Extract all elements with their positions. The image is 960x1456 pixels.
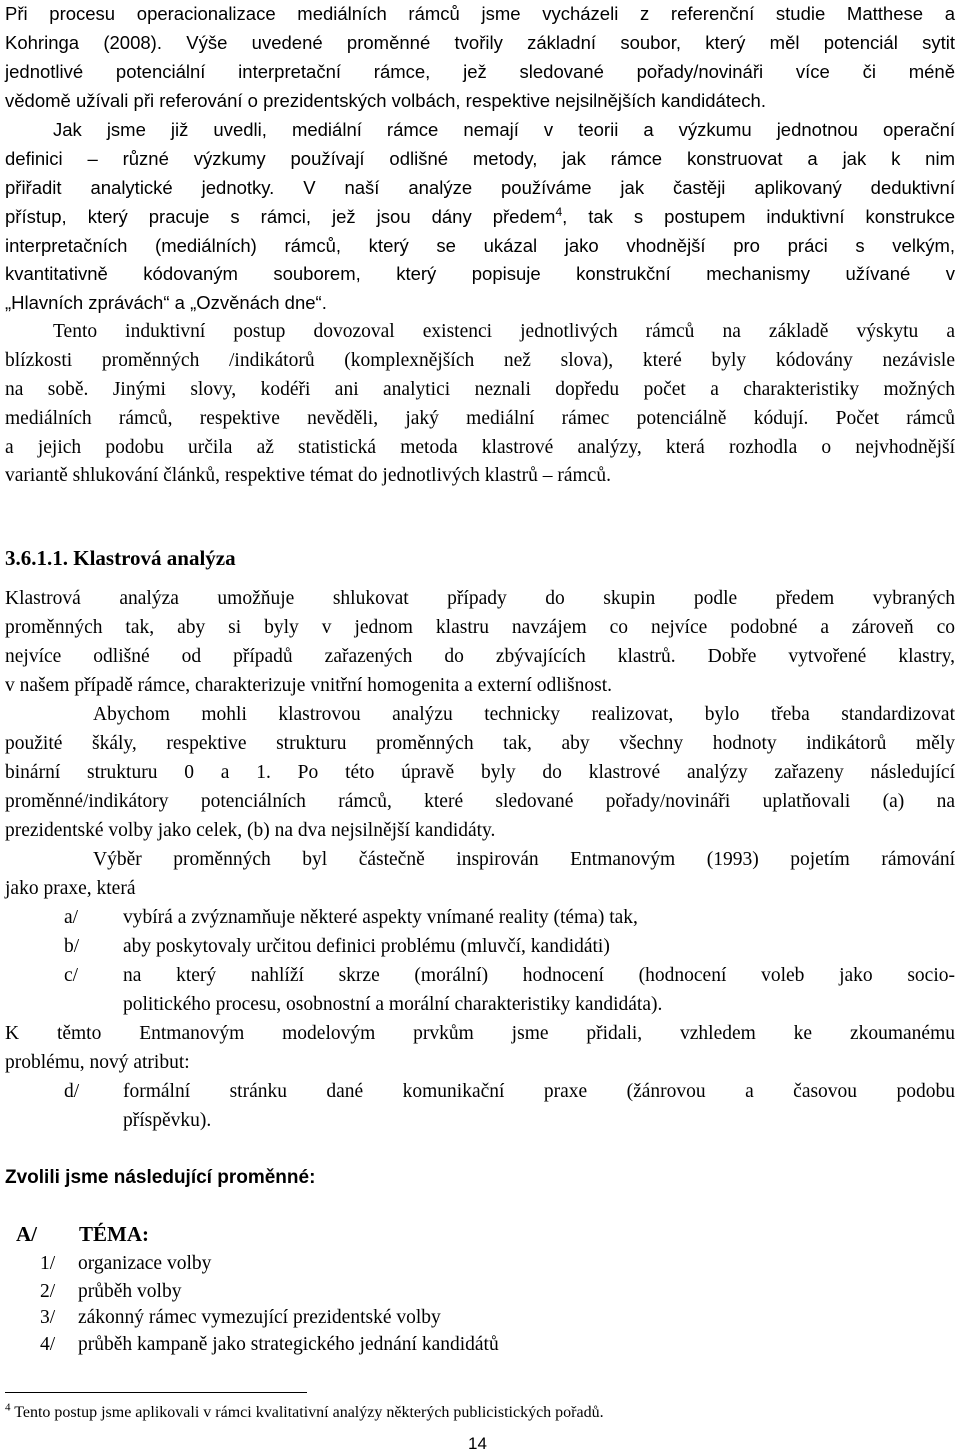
text-line: definici – různé výzkumy používají odlišné metody, jak rámce konstruovat a jak k nim — [5, 147, 955, 169]
paragraph-operationalization — [5, 0, 955, 116]
variables-heading: Zvolili jsme následující proměnné: — [5, 1167, 316, 1188]
text-line: Jak jsme již uvedli, mediální rámce nemají v teorii a výzkumu jednotnou operační — [53, 119, 955, 140]
section-a-label: A/ — [16, 1222, 37, 1246]
text-line: jako praxe, která — [5, 877, 136, 899]
text-line: na který nahlíží skrze (morální) hodnocení (hodnocení voleb jako socio- — [123, 965, 955, 986]
text-line: vybírá a zvýznamňuje některé aspekty vnímané reality (téma) tak, — [123, 907, 638, 928]
text-line: aby poskytovaly určitou definici problému (mluvčí, kandidáti) — [123, 936, 610, 957]
text-line — [5, 203, 955, 232]
footnote-separator — [5, 1392, 307, 1393]
footnote — [5, 1401, 604, 1422]
text-line: jednotlivé potenciální interpretační rámce, jež sledované pořady/novináři více či méně — [5, 60, 955, 82]
text-line: na sobě. Jinými slovy, kodéři ani analytici neznali dopředu počet a charakteristiky možných — [5, 378, 955, 400]
list-item-label: d/ — [64, 1081, 80, 1102]
list-item-text — [123, 904, 955, 933]
section-heading: 3.6.1.1. Klastrová analýza — [5, 546, 236, 570]
text-line: a jejich podobu určila až statistická metoda klastrové analýzy, která rozhodla o nejvhodnější — [5, 436, 955, 458]
text-line: kvantitativně kódovaným souborem, který popisuje konstrukční mechanismy užívané v — [5, 263, 955, 285]
text-line: Při procesu operacionalizace mediálních rámců jsme vycházeli z referenční studie Matthese a — [5, 3, 955, 24]
footnote-reference: 4 — [555, 204, 563, 219]
list-item-number: 4/ — [40, 1334, 56, 1355]
text-fragment: přístup, který pracuje s rámci, jež jsou dány předem — [5, 205, 556, 227]
list-item-number: 2/ — [40, 1281, 56, 1302]
text-line: použité škály, respektive strukturu proměnných tak, aby všechny hodnoty indikátorů měly — [5, 732, 955, 754]
list-item-label: a/ — [64, 907, 79, 928]
footnote-number: 4 — [5, 1401, 11, 1414]
text-line: proměnných tak, aby si byly v jednom klastru navzájem co nejvíce podobné a zároveň co — [5, 616, 955, 638]
paragraph-entman — [5, 846, 955, 904]
list-item-text: průběh kampaně jako strategického jednání kandidátů — [78, 1334, 499, 1355]
footnote-text: Tento postup jsme aplikovali v rámci kvalitativní analýzy některých publicistických pořadů. — [10, 1404, 604, 1421]
page-number: 14 — [468, 1434, 487, 1453]
text-fragment: , tak s postupem induktivní konstrukce — [562, 205, 956, 227]
text-line: interpretačních (mediálních) rámců, který se ukázal jako vhodnější pro práci s velkým, — [5, 234, 955, 256]
list-item — [0, 904, 960, 933]
list-item — [0, 933, 960, 962]
paragraph-inductive-approach — [5, 318, 955, 491]
text-line: politického procesu, osobnostní a morální charakteristiky kandidáta). — [123, 993, 663, 1015]
list-item-number: 3/ — [40, 1307, 56, 1328]
text-line: problému, nový atribut: — [5, 1051, 190, 1073]
text-line: variantě shlukování článků, respektive témat do jednotlivých klastrů – rámců. — [5, 465, 611, 487]
list-item — [0, 962, 960, 1020]
list-item-text — [123, 933, 955, 962]
list-item-label: c/ — [64, 965, 79, 986]
text-line: „Hlavních zprávách“ a „Ozvěnách dne“. — [5, 292, 327, 314]
text-line: vědomě užívali při referování o prezidentských volbách, respektive nejsilnějších kandidátech. — [5, 89, 766, 111]
text-line: proměnné/indikátory potenciálních rámců, které sledované pořady/novináři uplatňovali (a) na — [5, 790, 955, 812]
text-line: Klastrová analýza umožňuje shlukovat případy do skupin podle předem vybraných — [5, 588, 955, 609]
text-line: formální stránku dané komunikační praxe (žánrovou a časovou podobu — [123, 1081, 955, 1102]
text-line: binární strukturu 0 a 1. Po této úpravě byly do klastrové analýzy zařazeny následující — [5, 761, 955, 783]
list-item-label: b/ — [64, 936, 80, 957]
text-line: Kohringa (2008). Výše uvedené proměnné tvořily základní soubor, který měl potenciál sytit — [5, 31, 955, 53]
text-line: v našem případě rámce, charakterizuje vnitřní homogenita a externí odlišnost. — [5, 674, 612, 696]
text-line: nejvíce odlišné od případů zařazených do zbývajících klastrů. Dobře vytvořené klastry, — [5, 645, 955, 667]
list-item-text: organizace volby — [78, 1253, 212, 1274]
text-line: Abychom mohli klastrovou analýzu technicky realizovat, bylo třeba standardizovat — [93, 704, 955, 725]
paragraph-standardization — [5, 701, 955, 845]
text-line: přiřadit analytické jednotky. V naší analýze používáme jak častěji aplikovaný deduktivní — [5, 176, 955, 198]
text-line: mediálních rámců, respektive nevěděli, jaký mediální rámec potenciálně kódují. Počet rámců — [5, 407, 955, 429]
text-line: Tento induktivní postup dovozoval existenci jednotlivých rámců na základě výskytu a — [53, 321, 955, 342]
text-line: prezidentské volby jako celek, (b) na dva nejsilnější kandidáty. — [5, 819, 496, 841]
section-a-title: TÉMA: — [79, 1222, 149, 1246]
list-item-number: 1/ — [40, 1253, 56, 1274]
text-line: K těmto Entmanovým modelovým prvkům jsme přidali, vzhledem ke zkoumanému — [5, 1023, 955, 1044]
paragraph-cluster-analysis — [5, 585, 955, 701]
text-line: Výběr proměnných byl částečně inspirován Entmanovým (1993) pojetím rámování — [93, 849, 955, 870]
list-item-text: průběh volby — [78, 1281, 182, 1302]
paragraph-new-attribute — [5, 1020, 955, 1078]
list-item-text — [123, 1078, 955, 1136]
list-item-text: zákonný rámec vymezující prezidentské volby — [78, 1307, 441, 1328]
list-item — [0, 1078, 960, 1136]
text-line: blízkosti proměnných /indikátorů (komplexnějších než slova), které byly kódovány nezávisle — [5, 349, 955, 371]
text-line: příspěvku). — [123, 1109, 212, 1131]
list-item-text — [123, 962, 955, 1020]
paragraph-media-frames — [5, 116, 955, 318]
